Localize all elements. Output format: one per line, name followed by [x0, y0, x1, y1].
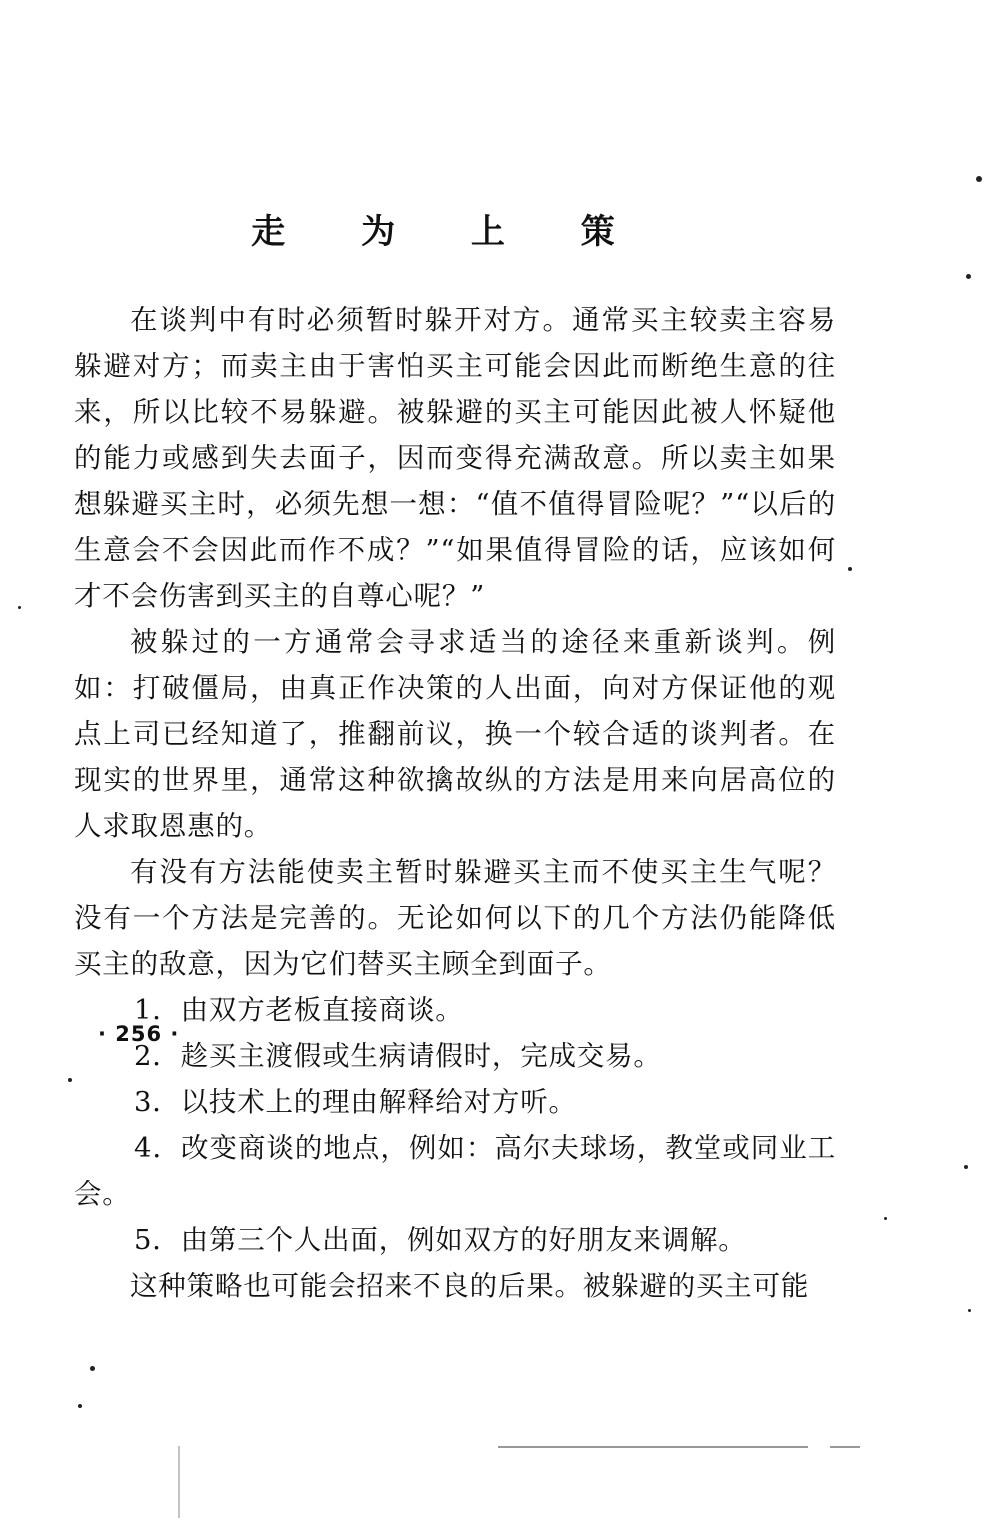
- scan-speck: [968, 1309, 971, 1312]
- list-item-2: 2．趁买主渡假或生病请假时，完成交易。: [134, 1040, 662, 1072]
- list-item-5: 5．由第三个人出面，例如双方的好朋友来调解。: [134, 1224, 747, 1256]
- closing-paragraph: 这种策略也可能会招来不良的后果。被躲避的买主可能: [130, 1270, 810, 1302]
- scan-speck: [976, 176, 982, 182]
- scan-edge: [178, 1446, 180, 1518]
- list-item-4: 4．改变商谈的地点，例如：高尔夫球场，教堂或同业工会。: [74, 1132, 836, 1210]
- scan-speck: [966, 274, 971, 279]
- scan-speck: [68, 1078, 72, 1082]
- body-text: [74, 297, 836, 1309]
- page-number: · 256 ·: [98, 1022, 180, 1046]
- list-item-3: 3．以技术上的理由解释给对方听。: [134, 1086, 577, 1118]
- paragraph-3: 有没有方法能使卖主暂时躲避买主而不使买主生气呢？没有一个方法是完善的。无论如何以下的几个方法仍能降低买主的敌意，因为它们替买主顾全到面子。: [74, 856, 836, 980]
- scan-speck: [18, 606, 21, 609]
- paragraph-1: 在谈判中有时必须暂时躲开对方。通常买主较卖主容易躲避对方；而卖主由于害怕买主可能会因此而断绝生意的往来，所以比较不易躲避。被躲避的买主可能因此被人怀疑他的能力或感到失去面子，因而变得充满敌意。所以卖主如果想躲避买主时，必须先想一想：“值不值得冒险呢？”“以后的生意会不会因此而作不成？”“如果值得冒险的话，应该如何才不会伤害到买主的自尊心呢？”: [74, 304, 836, 612]
- scan-line: [830, 1446, 860, 1448]
- scan-speck: [848, 567, 852, 571]
- page-title: 走 为 上 策: [251, 212, 647, 252]
- scan-speck: [78, 1404, 82, 1408]
- scan-line: [498, 1446, 808, 1448]
- list-item-1: 1．由双方老板直接商谈。: [134, 994, 464, 1026]
- paragraph-2: 被躲过的一方通常会寻求适当的途径来重新谈判。例如：打破僵局，由真正作决策的人出面，向对方保证他的观点上司已经知道了，推翻前议，换一个较合适的谈判者。在现实的世界里，通常这种欲擒故纵的方法是用来向居高位的人求取恩惠的。: [74, 626, 836, 842]
- scan-speck: [90, 1366, 95, 1371]
- scan-speck: [884, 1217, 887, 1220]
- scan-speck: [964, 1165, 968, 1169]
